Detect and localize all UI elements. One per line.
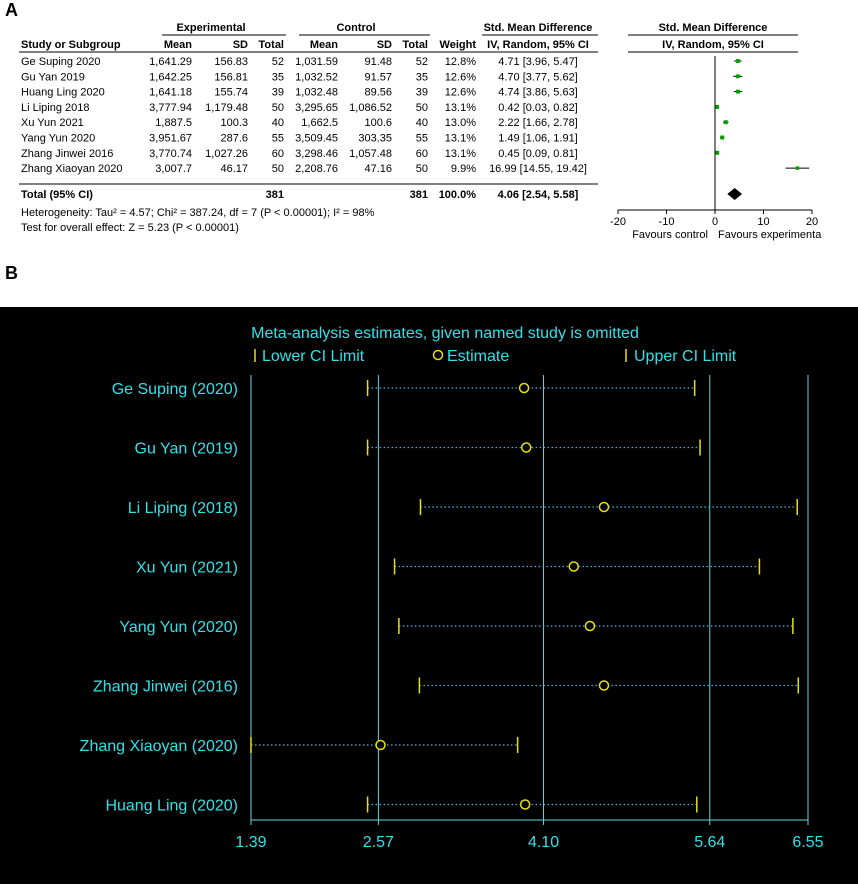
header-smd: Std. Mean Difference <box>483 22 593 34</box>
forest-cell-e-sd: 156.83 <box>214 56 248 68</box>
forest-total-diamond <box>727 188 742 200</box>
forest-cell-c-total: 60 <box>415 147 428 160</box>
forest-cell-e-mean: 3,007.7 <box>155 163 192 176</box>
sens-tick-label: 1.39 <box>235 834 267 851</box>
sens-row <box>119 618 793 636</box>
forest-plot <box>0 0 858 250</box>
sens-row <box>93 678 798 696</box>
sens-legend <box>255 348 737 365</box>
forest-point-square <box>715 105 719 109</box>
forest-x-axis <box>610 56 822 241</box>
sens-title: Meta-analysis estimates, given named study is omitted <box>251 325 639 342</box>
forest-cell-c-total: 40 <box>415 117 428 130</box>
header-method: IV, Random, 95% CI <box>487 39 589 51</box>
forest-cell-weight: 13.1% <box>444 132 476 145</box>
total-e-total: 381 <box>265 189 284 201</box>
forest-point-square <box>796 166 799 169</box>
header-method-plot: IV, Random, 95% CI <box>662 39 764 51</box>
header-c-sd: SD <box>376 39 392 51</box>
sens-study-label: Zhang Xiaoyan (2020) <box>79 738 238 755</box>
forest-cell-c-sd: 91.48 <box>364 56 392 68</box>
forest-cell-c-mean: 1,662.5 <box>301 117 338 130</box>
forest-tick-label: 0 <box>711 216 719 228</box>
forest-cell-e-sd: 287.6 <box>220 132 248 145</box>
sens-row <box>135 440 701 458</box>
forest-row <box>21 163 809 175</box>
forest-cell-e-mean: 3,770.74 <box>149 147 192 160</box>
forest-cell-e-total: 50 <box>271 163 284 176</box>
forest-cell-study: Gu Yan 2019 <box>21 71 85 84</box>
forest-cell-ci: 4.70 [3.77, 5.62] <box>498 71 578 84</box>
sens-row <box>128 499 798 517</box>
heterogeneity-text: Heterogeneity: Tau² = 4.57; Chi² = 387.24, df = 7 (P < 0.00001); I² = 98% <box>21 207 375 219</box>
forest-cell-e-total: 40 <box>271 117 284 130</box>
forest-cell-weight: 13.1% <box>444 147 476 160</box>
forest-header <box>19 22 798 52</box>
forest-cell-ci: 4.74 [3.86, 5.63] <box>498 86 578 99</box>
total-c-total: 381 <box>409 189 428 201</box>
forest-row <box>21 117 728 129</box>
forest-cell-e-mean: 1,642.25 <box>149 71 192 84</box>
forest-cell-c-mean: 3,298.46 <box>295 147 338 160</box>
header-e-total: Total <box>258 39 284 51</box>
sens-study-label: Ge Suping (2020) <box>111 381 238 398</box>
forest-row <box>21 102 719 114</box>
sens-estimate-marker <box>521 800 530 809</box>
forest-row <box>21 71 742 83</box>
legend-upper-label: Upper CI Limit <box>634 348 737 365</box>
forest-cell-c-total: 39 <box>415 86 428 99</box>
header-c-mean: Mean <box>309 39 338 51</box>
forest-cell-c-mean: 2,208.76 <box>295 163 338 176</box>
header-experimental: Experimental <box>176 22 246 34</box>
sens-study-label: Xu Yun (2021) <box>135 559 238 577</box>
forest-cell-e-sd: 100.3 <box>220 117 248 130</box>
header-c-total: Total <box>402 39 428 51</box>
sens-estimate-marker <box>599 503 608 512</box>
forest-cell-e-mean: 1,641.29 <box>149 56 192 68</box>
forest-cell-weight: 12.6% <box>444 71 476 84</box>
panel-a-label: A <box>5 0 18 20</box>
sens-estimate-marker <box>585 622 594 631</box>
forest-cell-weight: 13.1% <box>444 101 476 114</box>
sens-estimate-marker <box>376 741 385 750</box>
forest-row <box>21 133 724 145</box>
forest-point-square <box>736 59 740 63</box>
forest-cell-study: Xu Yun 2021 <box>21 117 84 130</box>
forest-cell-e-total: 52 <box>271 56 284 68</box>
forest-cell-e-sd: 155.74 <box>214 86 248 99</box>
forest-cell-e-mean: 1,641.18 <box>149 86 192 99</box>
forest-cell-ci: 4.71 [3.96, 5.47] <box>498 56 578 68</box>
forest-row <box>21 148 719 160</box>
forest-cell-e-total: 60 <box>271 147 284 160</box>
forest-cell-e-sd: 1,027.26 <box>205 147 248 160</box>
favours-left-label: Favours control <box>632 229 708 241</box>
sens-estimate-marker <box>520 384 529 393</box>
sens-estimate-marker <box>569 562 578 571</box>
legend-estimate-label: Estimate <box>447 348 510 365</box>
forest-point-square <box>736 90 740 94</box>
sens-tick-label: 2.57 <box>362 834 394 851</box>
sens-tick-label: 6.55 <box>792 834 824 851</box>
header-weight: Weight <box>439 39 476 51</box>
forest-cell-e-sd: 46.17 <box>220 163 248 176</box>
forest-cell-e-total: 39 <box>271 86 284 99</box>
forest-point-square <box>736 74 740 78</box>
legend-estimate-marker <box>434 351 443 360</box>
forest-point-square <box>724 120 728 124</box>
forest-cell-c-mean: 3,509.45 <box>295 132 338 145</box>
forest-cell-c-sd: 47.16 <box>364 163 392 176</box>
header-control: Control <box>336 22 376 34</box>
forest-cell-c-sd: 1,086.52 <box>349 101 392 114</box>
forest-rows <box>21 56 809 200</box>
sens-row <box>112 380 695 398</box>
forest-cell-e-total: 50 <box>271 101 284 114</box>
sens-tick-label: 4.10 <box>527 834 560 851</box>
forest-cell-c-sd: 1,057.48 <box>349 147 392 160</box>
forest-cell-c-total: 50 <box>415 101 428 114</box>
forest-cell-e-mean: 3,951.67 <box>149 132 192 145</box>
forest-cell-study: Zhang Jinwei 2016 <box>21 147 114 160</box>
forest-cell-c-sd: 89.56 <box>364 86 392 99</box>
favours-right-label: Favours experimenta <box>718 229 822 241</box>
forest-cell-ci: 2.22 [1.66, 2.78] <box>498 117 578 130</box>
overall-effect-text: Test for overall effect: Z = 5.23 (P < 0.00001) <box>21 222 239 234</box>
forest-point-square <box>720 136 724 140</box>
forest-cell-study: Li Liping 2018 <box>21 101 90 114</box>
forest-total-row <box>19 184 598 234</box>
forest-cell-c-mean: 1,031.59 <box>295 56 338 68</box>
forest-cell-ci: 1.49 [1.06, 1.91] <box>498 132 578 145</box>
sens-study-label: Zhang Jinwei (2016) <box>93 678 238 696</box>
forest-tick-label: 10 <box>757 216 770 228</box>
forest-cell-study: Huang Ling 2020 <box>21 86 105 99</box>
forest-cell-c-sd: 91.57 <box>364 71 392 84</box>
forest-row <box>21 87 742 99</box>
sens-study-label: Gu Yan (2019) <box>134 440 238 458</box>
sens-study-label: Li Liping (2018) <box>127 500 238 517</box>
sensitivity-chart <box>0 307 858 884</box>
total-weight: 100.0% <box>438 189 476 201</box>
forest-cell-c-total: 50 <box>415 163 428 176</box>
forest-cell-study: Ge Suping 2020 <box>21 56 101 68</box>
forest-cell-e-sd: 1,179.48 <box>205 101 248 114</box>
forest-cell-e-sd: 156.81 <box>214 71 248 84</box>
sens-estimate-marker <box>522 443 531 452</box>
forest-cell-c-mean: 1,032.48 <box>295 86 338 99</box>
sens-study-label: Yang Yun (2020) <box>119 619 238 636</box>
forest-cell-study: Zhang Xiaoyan 2020 <box>21 163 123 176</box>
total-label: Total (95% CI) <box>21 189 93 201</box>
forest-cell-c-sd: 100.6 <box>364 117 392 130</box>
sens-estimate-marker <box>599 681 608 690</box>
legend-lower-label: Lower CI Limit <box>262 348 365 365</box>
sens-row <box>105 797 696 815</box>
sens-tick-label: 5.64 <box>694 834 726 851</box>
forest-cell-ci: 0.42 [0.03, 0.82] <box>498 101 578 114</box>
header-e-sd: SD <box>232 39 248 51</box>
forest-cell-weight: 13.0% <box>444 117 476 130</box>
forest-cell-e-mean: 1,887.5 <box>155 117 192 130</box>
forest-cell-weight: 12.6% <box>444 86 476 99</box>
total-ci: 4.06 [2.54, 5.58] <box>497 189 579 201</box>
forest-cell-study: Yang Yun 2020 <box>21 132 96 145</box>
forest-point-square <box>715 151 719 155</box>
sensitivity-panel <box>0 307 858 884</box>
sens-study-label: Huang Ling (2020) <box>105 797 238 815</box>
forest-tick-label: -20 <box>610 216 626 228</box>
forest-cell-c-total: 35 <box>415 71 428 84</box>
forest-cell-ci: 16.99 [14.55, 19.42] <box>489 163 587 176</box>
forest-cell-ci: 0.45 [0.09, 0.81] <box>498 147 578 160</box>
forest-tick-label: 20 <box>805 216 819 228</box>
forest-cell-c-sd: 303.35 <box>358 132 392 145</box>
panel-b-label: B <box>5 263 18 283</box>
header-smd-plot: Std. Mean Difference <box>658 22 768 34</box>
forest-cell-weight: 12.8% <box>444 56 476 68</box>
forest-cell-e-total: 35 <box>271 71 284 84</box>
forest-cell-c-mean: 1,032.52 <box>295 71 338 84</box>
sens-row <box>136 559 759 577</box>
header-e-mean: Mean <box>163 39 192 51</box>
sens-row <box>80 737 518 755</box>
header-study: Study or Subgroup <box>21 39 121 51</box>
forest-cell-weight: 9.9% <box>450 163 476 176</box>
forest-cell-c-total: 55 <box>415 132 428 145</box>
forest-cell-c-total: 52 <box>415 56 428 68</box>
forest-tick-label: -10 <box>658 216 675 228</box>
sens-rows <box>80 380 799 815</box>
forest-cell-e-mean: 3,777.94 <box>149 101 192 114</box>
forest-row <box>21 56 742 68</box>
forest-cell-c-mean: 3,295.65 <box>295 101 338 114</box>
forest-cell-e-total: 55 <box>271 132 284 145</box>
